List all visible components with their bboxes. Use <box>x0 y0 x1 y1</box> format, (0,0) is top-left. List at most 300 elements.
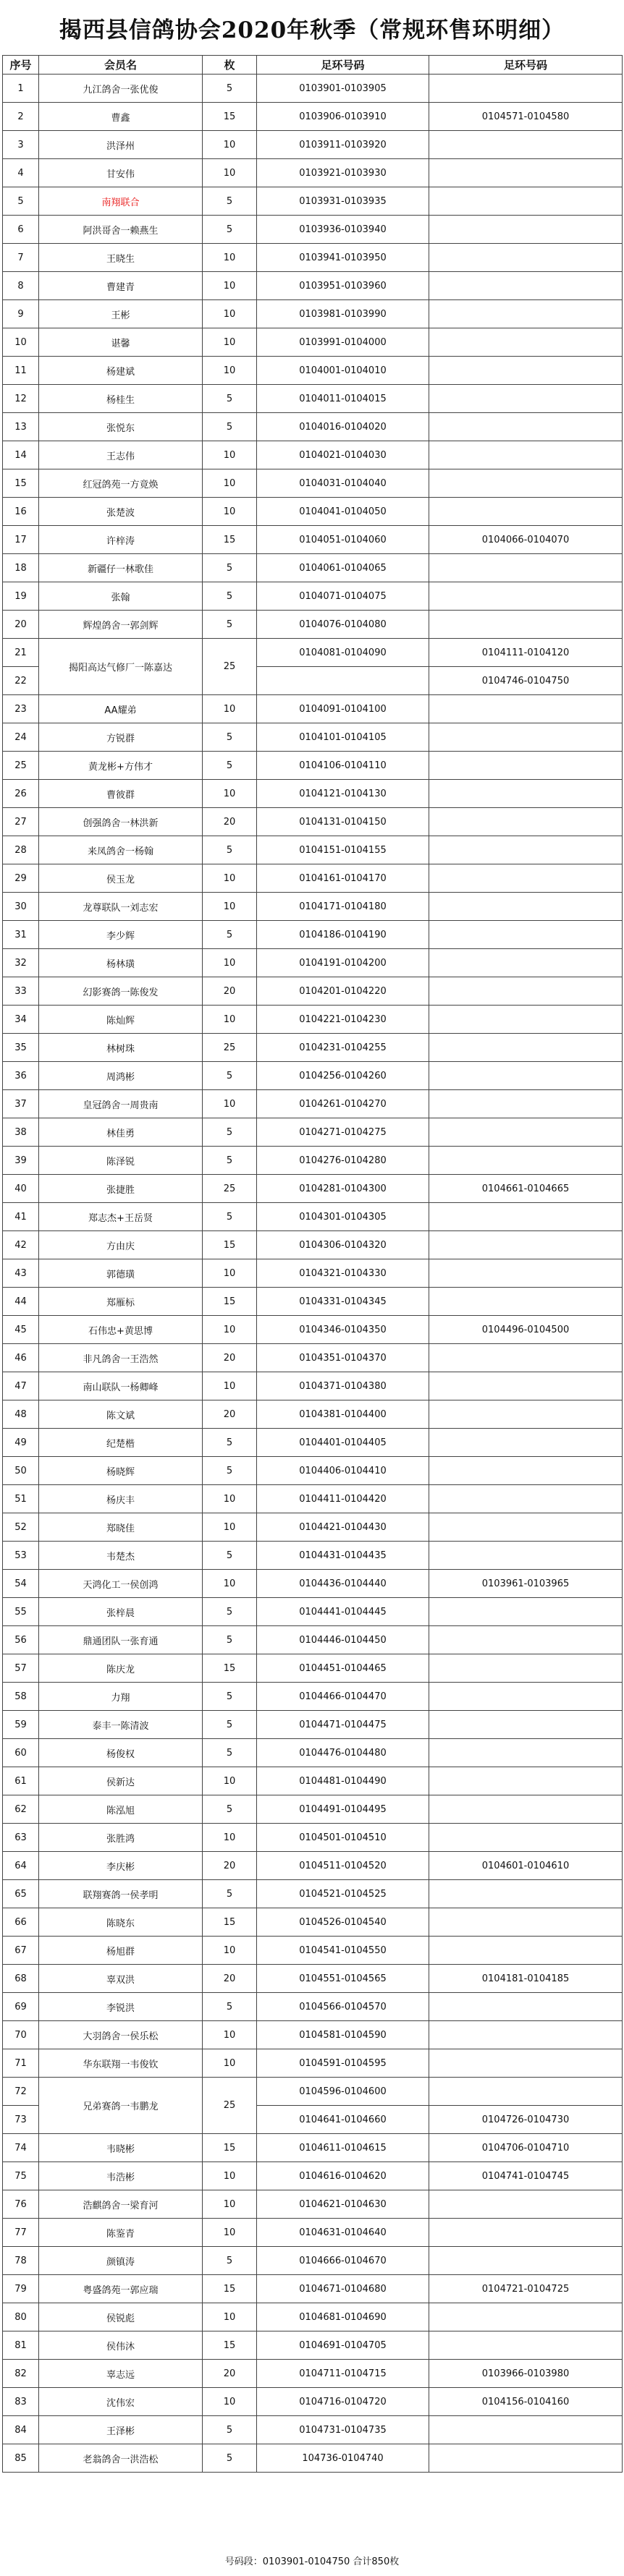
ring-count: 10 <box>203 2190 257 2219</box>
ring-range-1: 0103941-0103950 <box>257 244 429 272</box>
row-number: 18 <box>3 554 39 582</box>
row-number: 2 <box>3 103 39 131</box>
ring-range-1: 0104731-0104735 <box>257 2416 429 2444</box>
member-name: 韦楚杰 <box>39 1542 203 1570</box>
ring-range-1: 0104501-0104510 <box>257 1824 429 1852</box>
member-name: 许梓涛 <box>39 526 203 554</box>
row-number: 48 <box>3 1400 39 1429</box>
member-name: 周鸿彬 <box>39 1062 203 1090</box>
row-number: 56 <box>3 1626 39 1654</box>
table-row <box>3 1852 623 1880</box>
member-name: 张悦东 <box>39 413 203 441</box>
row-number: 79 <box>3 2275 39 2303</box>
table-row <box>3 2416 623 2444</box>
ring-range-2 <box>429 582 623 611</box>
ring-range-1: 0104051-0104060 <box>257 526 429 554</box>
table-row <box>3 2275 623 2303</box>
table-row <box>3 2021 623 2049</box>
table-row <box>3 1034 623 1062</box>
ring-count: 5 <box>203 1739 257 1767</box>
ring-range-2 <box>429 1400 623 1429</box>
ring-count: 10 <box>203 328 257 357</box>
ring-range-2 <box>429 1062 623 1090</box>
member-name: 陈庆龙 <box>39 1654 203 1683</box>
row-number: 24 <box>3 723 39 752</box>
ring-count: 15 <box>203 2331 257 2360</box>
ring-range-2 <box>429 2021 623 2049</box>
ring-count: 5 <box>203 1880 257 1908</box>
member-name: 张翰 <box>39 582 203 611</box>
ring-count: 5 <box>203 2416 257 2444</box>
member-name: 黄龙彬+方伟才 <box>39 752 203 780</box>
row-number: 64 <box>3 1852 39 1880</box>
member-name: 揭阳高达气修厂一陈嘉达 <box>39 639 203 695</box>
row-number: 26 <box>3 780 39 808</box>
table-row <box>3 582 623 611</box>
ring-count: 15 <box>203 2275 257 2303</box>
table-row <box>3 1739 623 1767</box>
ring-range-2: 0104661-0104665 <box>429 1175 623 1203</box>
ring-count: 10 <box>203 2388 257 2416</box>
ring-range-2 <box>429 2303 623 2331</box>
member-name: 阿洪哥舍一赖燕生 <box>39 216 203 244</box>
ring-range-2 <box>429 2078 623 2106</box>
row-number: 32 <box>3 949 39 977</box>
ring-count: 5 <box>203 836 257 864</box>
ring-range-1: 0104631-0104640 <box>257 2219 429 2247</box>
ring-count: 10 <box>203 893 257 921</box>
table-row <box>3 2444 623 2473</box>
ring-range-1: 0104446-0104450 <box>257 1626 429 1654</box>
table-row <box>3 1344 623 1372</box>
ring-range-1: 0104666-0104670 <box>257 2247 429 2275</box>
member-name: 李锐洪 <box>39 1993 203 2021</box>
ring-range-1: 0104201-0104220 <box>257 977 429 1006</box>
ring-range-1: 0104591-0104595 <box>257 2049 429 2078</box>
ring-count: 10 <box>203 1090 257 1118</box>
header-ring2: 足环号码 <box>429 56 623 75</box>
row-number: 3 <box>3 131 39 159</box>
ring-range-2 <box>429 949 623 977</box>
row-number: 38 <box>3 1118 39 1147</box>
ring-range-2 <box>429 1203 623 1231</box>
table-row <box>3 1767 623 1795</box>
ring-range-2 <box>429 1542 623 1570</box>
table-row <box>3 1711 623 1739</box>
member-name: 联翔赛鸽一侯孝明 <box>39 1880 203 1908</box>
ring-range-2 <box>429 1654 623 1683</box>
ring-count: 10 <box>203 159 257 187</box>
table-row <box>3 1090 623 1118</box>
ring-range-2 <box>429 328 623 357</box>
row-number: 15 <box>3 469 39 498</box>
row-number: 76 <box>3 2190 39 2219</box>
ring-count: 20 <box>203 977 257 1006</box>
ring-range-2: 0104496-0104500 <box>429 1316 623 1344</box>
table-row <box>3 2190 623 2219</box>
table-row <box>3 1880 623 1908</box>
row-number: 49 <box>3 1429 39 1457</box>
member-name: 曹鑫 <box>39 103 203 131</box>
row-number: 27 <box>3 808 39 836</box>
ring-range-2 <box>429 1908 623 1937</box>
ring-range-1: 0103931-0103935 <box>257 187 429 216</box>
table-row <box>3 921 623 949</box>
table-row <box>3 131 623 159</box>
row-number: 1 <box>3 75 39 103</box>
ring-range-1: 0104381-0104400 <box>257 1400 429 1429</box>
ring-range-2 <box>429 1485 623 1513</box>
ring-range-2 <box>429 1598 623 1626</box>
ring-count: 5 <box>203 1542 257 1570</box>
ring-count: 10 <box>203 949 257 977</box>
table-row <box>3 1598 623 1626</box>
ring-count: 10 <box>203 1006 257 1034</box>
ring-count: 5 <box>203 1598 257 1626</box>
ring-range-1: 0104076-0104080 <box>257 611 429 639</box>
row-number: 63 <box>3 1824 39 1852</box>
ring-range-1: 0104581-0104590 <box>257 2021 429 2049</box>
member-name: 南翔联合 <box>39 187 203 216</box>
ring-range-2 <box>429 2190 623 2219</box>
row-number: 22 <box>3 667 39 695</box>
table-row <box>3 554 623 582</box>
table-row <box>3 836 623 864</box>
row-number: 9 <box>3 300 39 328</box>
row-number: 8 <box>3 272 39 300</box>
table-row <box>3 1937 623 1965</box>
ring-count: 10 <box>203 1824 257 1852</box>
ring-range-1: 0104511-0104520 <box>257 1852 429 1880</box>
row-number: 69 <box>3 1993 39 2021</box>
ring-range-2: 0104721-0104725 <box>429 2275 623 2303</box>
ring-count: 5 <box>203 1993 257 2021</box>
ring-count: 15 <box>203 1654 257 1683</box>
ring-count: 10 <box>203 1372 257 1400</box>
ring-count: 5 <box>203 2247 257 2275</box>
member-name: 张胜鸿 <box>39 1824 203 1852</box>
ring-range-1: 0104441-0104445 <box>257 1598 429 1626</box>
ring-count: 10 <box>203 695 257 723</box>
member-name: 王晓生 <box>39 244 203 272</box>
header-member: 会员名 <box>39 56 203 75</box>
row-number: 39 <box>3 1147 39 1175</box>
ring-range-2 <box>429 498 623 526</box>
row-number: 33 <box>3 977 39 1006</box>
row-number: 43 <box>3 1259 39 1288</box>
ring-range-2 <box>429 1429 623 1457</box>
row-number: 59 <box>3 1711 39 1739</box>
row-number: 70 <box>3 2021 39 2049</box>
row-number: 74 <box>3 2134 39 2162</box>
ring-count: 25 <box>203 1034 257 1062</box>
table-row <box>3 1372 623 1400</box>
table-row <box>3 723 623 752</box>
ring-count: 10 <box>203 131 257 159</box>
member-name: 侯新达 <box>39 1767 203 1795</box>
table-row <box>3 780 623 808</box>
ring-count: 5 <box>203 1711 257 1739</box>
ring-range-1: 0104186-0104190 <box>257 921 429 949</box>
ring-count: 15 <box>203 1908 257 1937</box>
member-name: 辉煌鸽舍一郭剑辉 <box>39 611 203 639</box>
ring-count: 10 <box>203 272 257 300</box>
member-name: 林佳勇 <box>39 1118 203 1147</box>
member-name: 韦晓彬 <box>39 2134 203 2162</box>
ring-range-2 <box>429 893 623 921</box>
ring-count: 10 <box>203 441 257 469</box>
ring-range-2 <box>429 159 623 187</box>
ring-count: 5 <box>203 921 257 949</box>
member-name: 大羽鸽舍一侯乐松 <box>39 2021 203 2049</box>
table-row <box>3 2388 623 2416</box>
ring-count: 5 <box>203 2444 257 2473</box>
ring-range-2 <box>429 1288 623 1316</box>
ring-range-1 <box>257 667 429 695</box>
row-number: 58 <box>3 1683 39 1711</box>
table-row <box>3 2049 623 2078</box>
table-row <box>3 385 623 413</box>
ring-range-2 <box>429 864 623 893</box>
ring-range-2: 0104181-0104185 <box>429 1965 623 1993</box>
table-row <box>3 244 623 272</box>
table-row <box>3 1006 623 1034</box>
member-name: 陈文斌 <box>39 1400 203 1429</box>
ring-range-2 <box>429 611 623 639</box>
table-row <box>3 441 623 469</box>
ring-range-1: 0104641-0104660 <box>257 2106 429 2134</box>
ring-count: 10 <box>203 2303 257 2331</box>
table-row <box>3 639 623 667</box>
ring-range-2: 0104741-0104745 <box>429 2162 623 2190</box>
row-number: 72 <box>3 2078 39 2106</box>
member-name: 沈伟宏 <box>39 2388 203 2416</box>
page-title: 揭西县信鸽协会2020年秋季（常规环售环明细） <box>59 17 565 43</box>
member-name: 张捷胜 <box>39 1175 203 1203</box>
table-row <box>3 1316 623 1344</box>
row-number: 30 <box>3 893 39 921</box>
ring-range-1: 0104306-0104320 <box>257 1231 429 1259</box>
table-row <box>3 187 623 216</box>
member-name: 辜双洪 <box>39 1965 203 1993</box>
row-number: 83 <box>3 2388 39 2416</box>
row-number: 23 <box>3 695 39 723</box>
ring-range-1: 0104276-0104280 <box>257 1147 429 1175</box>
member-name: 力翔 <box>39 1683 203 1711</box>
ring-range-1: 0104421-0104430 <box>257 1513 429 1542</box>
ring-count: 5 <box>203 1626 257 1654</box>
ring-count: 15 <box>203 2134 257 2162</box>
table-row <box>3 526 623 554</box>
table-row <box>3 1429 623 1457</box>
member-name: 陈泽锐 <box>39 1147 203 1175</box>
member-name: 侯玉龙 <box>39 864 203 893</box>
ring-count: 20 <box>203 2360 257 2388</box>
member-name: 红冠鸽苑一方竟焕 <box>39 469 203 498</box>
row-number: 46 <box>3 1344 39 1372</box>
table-row <box>3 2162 623 2190</box>
ring-range-2 <box>429 216 623 244</box>
row-number: 67 <box>3 1937 39 1965</box>
table-row <box>3 1824 623 1852</box>
ring-count: 15 <box>203 1231 257 1259</box>
row-number: 52 <box>3 1513 39 1542</box>
ring-count: 5 <box>203 1203 257 1231</box>
ring-range-1: 0104596-0104600 <box>257 2078 429 2106</box>
ring-range-1: 0103921-0103930 <box>257 159 429 187</box>
ring-range-2 <box>429 1683 623 1711</box>
member-name: 南山联队一杨卿峰 <box>39 1372 203 1400</box>
ring-count: 10 <box>203 2021 257 2049</box>
row-number: 54 <box>3 1570 39 1598</box>
member-name: 陈泓旭 <box>39 1795 203 1824</box>
table-row <box>3 1203 623 1231</box>
ring-range-1: 0104071-0104075 <box>257 582 429 611</box>
ring-range-2 <box>429 1626 623 1654</box>
ring-range-2 <box>429 554 623 582</box>
ring-range-2 <box>429 1034 623 1062</box>
row-number: 16 <box>3 498 39 526</box>
table-row <box>3 2360 623 2388</box>
ring-range-1: 0104161-0104170 <box>257 864 429 893</box>
table-row <box>3 1485 623 1513</box>
ring-range-1: 0103936-0103940 <box>257 216 429 244</box>
ring-range-1: 0104256-0104260 <box>257 1062 429 1090</box>
row-number: 73 <box>3 2106 39 2134</box>
ring-range-2 <box>429 1118 623 1147</box>
row-number: 21 <box>3 639 39 667</box>
ring-range-2: 0104706-0104710 <box>429 2134 623 2162</box>
ring-count: 10 <box>203 1485 257 1513</box>
ring-count: 5 <box>203 1683 257 1711</box>
ring-range-1: 0104331-0104345 <box>257 1288 429 1316</box>
ring-range-2: 0104746-0104750 <box>429 667 623 695</box>
ring-range-1: 0104321-0104330 <box>257 1259 429 1288</box>
ring-range-1: 0104016-0104020 <box>257 413 429 441</box>
ring-range-2 <box>429 1259 623 1288</box>
ring-range-1: 0103906-0103910 <box>257 103 429 131</box>
row-number: 20 <box>3 611 39 639</box>
ring-range-1: 0104526-0104540 <box>257 1908 429 1937</box>
ring-range-1: 0104221-0104230 <box>257 1006 429 1034</box>
table-row <box>3 1147 623 1175</box>
table-row <box>3 2303 623 2331</box>
member-name: 王彬 <box>39 300 203 328</box>
row-number: 11 <box>3 357 39 385</box>
ring-range-1: 0104711-0104715 <box>257 2360 429 2388</box>
row-number: 19 <box>3 582 39 611</box>
table-row <box>3 808 623 836</box>
ring-range-1: 0103991-0104000 <box>257 328 429 357</box>
member-name: 陈灿辉 <box>39 1006 203 1034</box>
ring-count: 10 <box>203 1513 257 1542</box>
ring-range-1: 0104411-0104420 <box>257 1485 429 1513</box>
row-number: 37 <box>3 1090 39 1118</box>
ring-range-1: 0104261-0104270 <box>257 1090 429 1118</box>
member-name: 方锐群 <box>39 723 203 752</box>
ring-range-1: 0104091-0104100 <box>257 695 429 723</box>
ring-range-1: 0104671-0104680 <box>257 2275 429 2303</box>
member-name: 侯伟沐 <box>39 2331 203 2360</box>
table-row <box>3 1457 623 1485</box>
member-name: 杨旭群 <box>39 1937 203 1965</box>
table-row <box>3 1965 623 1993</box>
member-name: 杨林璜 <box>39 949 203 977</box>
ring-range-2 <box>429 357 623 385</box>
ring-range-1: 0104481-0104490 <box>257 1767 429 1795</box>
row-number: 75 <box>3 2162 39 2190</box>
member-name: 张梓晨 <box>39 1598 203 1626</box>
table-row <box>3 328 623 357</box>
row-number: 5 <box>3 187 39 216</box>
ring-range-2: 0104111-0104120 <box>429 639 623 667</box>
row-number: 60 <box>3 1739 39 1767</box>
member-name: 李少辉 <box>39 921 203 949</box>
row-number: 36 <box>3 1062 39 1090</box>
row-number: 40 <box>3 1175 39 1203</box>
member-name: 皇冠鸽舍一周贵南 <box>39 1090 203 1118</box>
table-header-row <box>3 56 623 75</box>
ring-range-2 <box>429 836 623 864</box>
ring-range-1: 0104691-0104705 <box>257 2331 429 2360</box>
ring-count: 25 <box>203 1175 257 1203</box>
ring-range-1: 0103901-0103905 <box>257 75 429 103</box>
ring-range-2: 0104726-0104730 <box>429 2106 623 2134</box>
ring-count: 5 <box>203 752 257 780</box>
table-row <box>3 1683 623 1711</box>
member-name: 泰丰一陈清波 <box>39 1711 203 1739</box>
member-name: 曹建青 <box>39 272 203 300</box>
ring-range-2 <box>429 2219 623 2247</box>
row-number: 50 <box>3 1457 39 1485</box>
member-name: 方由庆 <box>39 1231 203 1259</box>
member-name: 创强鸽舍一林洪新 <box>39 808 203 836</box>
member-name: 天鸿化工一侯创鸿 <box>39 1570 203 1598</box>
member-name: 来凤鸽舍一杨翰 <box>39 836 203 864</box>
ring-range-2 <box>429 977 623 1006</box>
ring-range-2 <box>429 187 623 216</box>
ring-count: 10 <box>203 244 257 272</box>
row-number: 66 <box>3 1908 39 1937</box>
ring-range-2 <box>429 780 623 808</box>
member-name: AA耀弟 <box>39 695 203 723</box>
ring-range-2 <box>429 244 623 272</box>
table-row <box>3 75 623 103</box>
table-row <box>3 300 623 328</box>
ring-count: 5 <box>203 385 257 413</box>
row-number: 57 <box>3 1654 39 1683</box>
row-number: 10 <box>3 328 39 357</box>
ring-range-2: 0103961-0103965 <box>429 1570 623 1598</box>
row-number: 25 <box>3 752 39 780</box>
ring-range-2 <box>429 1457 623 1485</box>
ring-count: 5 <box>203 75 257 103</box>
ring-range-1: 0104551-0104565 <box>257 1965 429 1993</box>
member-name: 纪楚楷 <box>39 1429 203 1457</box>
ring-count: 5 <box>203 413 257 441</box>
ring-range-2: 0104066-0104070 <box>429 526 623 554</box>
ring-count: 10 <box>203 300 257 328</box>
ring-range-1: 0104171-0104180 <box>257 893 429 921</box>
row-number: 41 <box>3 1203 39 1231</box>
ring-range-2 <box>429 752 623 780</box>
row-number: 82 <box>3 2360 39 2388</box>
member-name: 侯锐彪 <box>39 2303 203 2331</box>
row-number: 55 <box>3 1598 39 1626</box>
ring-count: 20 <box>203 1852 257 1880</box>
header-ring1: 足环号码 <box>257 56 429 75</box>
ring-count: 10 <box>203 2219 257 2247</box>
